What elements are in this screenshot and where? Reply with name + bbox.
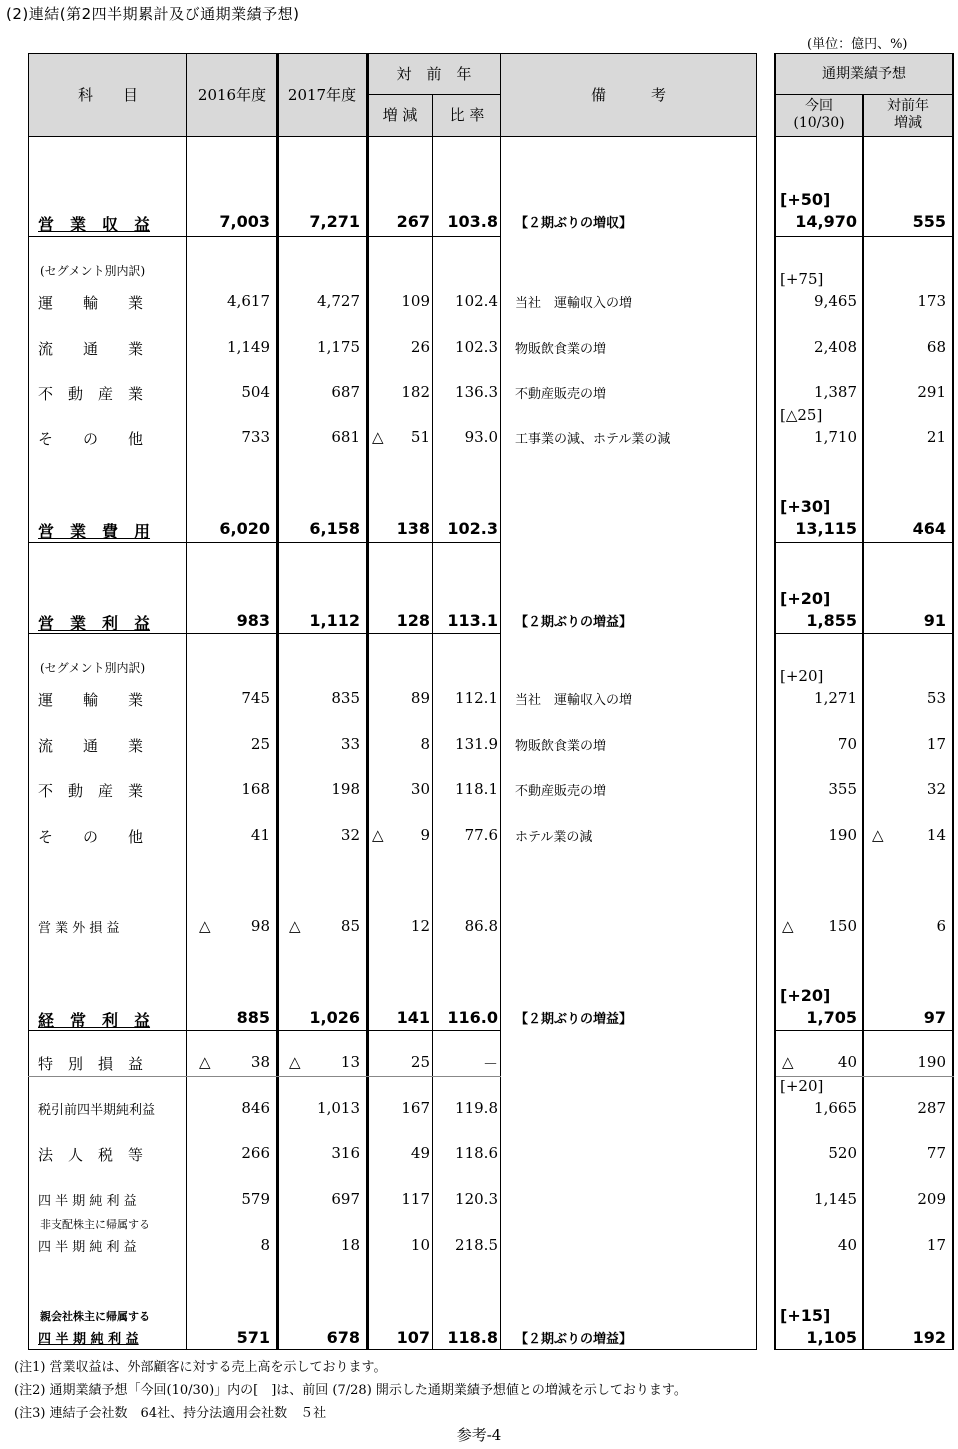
remark-text: 【２期ぶりの増益】 — [515, 1332, 633, 1347]
forecast-yoy-value: 291 — [917, 383, 946, 401]
forecast-yoy-value: 192 — [912, 1328, 946, 1347]
change-value: 25 — [410, 1053, 430, 1071]
row-label: 流 通 業 — [38, 737, 144, 755]
remark-text: 物販飲食業の増 — [515, 342, 607, 357]
fy2016-value: 8 — [260, 1236, 270, 1254]
forecast-yoy-value: 68 — [926, 338, 946, 356]
header-current-date: (10/30) — [793, 115, 845, 131]
forecast-current-value: 1,387 — [814, 383, 857, 401]
change-value: 89 — [410, 689, 430, 707]
row-label: そ の 他 — [38, 430, 144, 448]
forecast-current-value: 190 — [828, 826, 857, 844]
change-value: 51 — [410, 428, 430, 446]
change-value: 8 — [420, 735, 430, 753]
ratio-value: 118.6 — [455, 1144, 498, 1162]
remark-text: 【２期ぶりの増収】 — [515, 216, 633, 231]
row-label: 不 動 産 業 — [38, 782, 144, 800]
fy2017-value: 697 — [331, 1190, 360, 1208]
note-1: (注1) 営業収益は、外部顧客に対する売上高を示しております。 — [14, 1360, 387, 1375]
row-label: 特 別 損 益 — [38, 1055, 144, 1073]
forecast-yoy-value: 6 — [936, 917, 946, 935]
header-yoy-change-2: 増減 — [894, 115, 922, 131]
fy2016-value: 41 — [250, 826, 270, 844]
ratio-value: 136.3 — [455, 383, 498, 401]
change-value: 30 — [410, 780, 430, 798]
fy2016-value: 1,149 — [227, 338, 270, 356]
row-label: 四 半 期 純 利 益 — [38, 1240, 137, 1255]
header-current-label: 今回 — [805, 98, 833, 114]
header-forecast: 通期業績予想 — [822, 65, 906, 82]
fy2017-value: 1,026 — [309, 1008, 360, 1027]
header-ratio: 比 率 — [449, 105, 485, 124]
triangle-icon: △ — [289, 917, 301, 935]
ratio-value: 77.6 — [464, 826, 498, 844]
forecast-yoy-value: 173 — [917, 292, 946, 310]
fy2016-value: 983 — [236, 611, 270, 630]
change-value: 182 — [401, 383, 430, 401]
ratio-value: 103.8 — [447, 212, 498, 231]
fy2016-value: 745 — [241, 689, 270, 707]
triangle-icon: △ — [199, 917, 211, 935]
ratio-value: 102.3 — [447, 519, 498, 538]
forecast-current-value: 520 — [828, 1144, 857, 1162]
fy2017-value: 32 — [340, 826, 360, 844]
ratio-value: 102.4 — [455, 292, 498, 310]
row-label-prefix: 親会社株主に帰属する — [40, 1310, 150, 1323]
change-value: 117 — [401, 1190, 430, 1208]
row-label: 運 輸 業 — [38, 294, 144, 312]
header-yoy: 対 前 年 — [396, 64, 472, 83]
fy2016-value: 504 — [241, 383, 270, 401]
fy2017-value: 6,158 — [309, 519, 360, 538]
bracket-value: [+30] — [780, 497, 831, 516]
row-label: 営 業 外 損 益 — [38, 921, 120, 936]
forecast-current-value: 1,665 — [814, 1099, 857, 1117]
forecast-current-value: 40 — [837, 1236, 857, 1254]
remark-text: 物販飲食業の増 — [515, 739, 607, 754]
change-value: 49 — [410, 1144, 430, 1162]
fy2017-value: 13 — [340, 1053, 360, 1071]
change-value: 128 — [396, 611, 430, 630]
forecast-yoy-value: 21 — [926, 428, 946, 446]
triangle-icon: △ — [782, 1053, 794, 1071]
forecast-yoy-value: 464 — [912, 519, 946, 538]
row-label: そ の 他 — [38, 828, 144, 846]
header-change: 増 減 — [382, 105, 418, 124]
triangle-icon: △ — [782, 917, 794, 935]
remark-text: 【２期ぶりの増益】 — [515, 615, 633, 630]
ratio-value: 102.3 — [455, 338, 498, 356]
remark-text: 不動産販売の増 — [515, 784, 607, 799]
header-item: 科 目 — [77, 85, 138, 104]
change-value: 109 — [401, 292, 430, 310]
triangle-icon: △ — [289, 1053, 301, 1071]
fy2016-value: 25 — [250, 735, 270, 753]
row-label: 営 業 収 益 — [38, 215, 151, 234]
bracket-value: [+15] — [780, 1306, 831, 1325]
fy2017-value: 1,013 — [317, 1099, 360, 1117]
ratio-value: 218.5 — [455, 1236, 498, 1254]
row-label: 経 常 利 益 — [38, 1011, 151, 1030]
forecast-current-value: 2,408 — [814, 338, 857, 356]
forecast-current-value: 1,105 — [806, 1328, 857, 1347]
fy2016-value: 4,617 — [227, 292, 270, 310]
row-label: 四 半 期 純 利 益 — [38, 1194, 137, 1209]
fy2016-value: 733 — [241, 428, 270, 446]
fy2017-value: 316 — [331, 1144, 360, 1162]
bracket-value: [+20] — [780, 986, 831, 1005]
note-3: (注3) 連結子会社数 64社、持分法適用会社数 ５社 — [14, 1406, 327, 1421]
fy2016-value: 98 — [250, 917, 270, 935]
fy2017-value: 687 — [331, 383, 360, 401]
fy2016-value: 579 — [241, 1190, 270, 1208]
ratio-value: 119.8 — [455, 1099, 498, 1117]
fy2017-value: 835 — [331, 689, 360, 707]
row-label-prefix: (セグメント別内訳) — [40, 264, 146, 278]
forecast-current-value: 1,705 — [806, 1008, 857, 1027]
fy2016-value: 846 — [241, 1099, 270, 1117]
unit-label: (単位：億円、%) — [807, 37, 908, 52]
forecast-yoy-value: 77 — [926, 1144, 946, 1162]
forecast-current-value: 1,855 — [806, 611, 857, 630]
ratio-value: 116.0 — [447, 1008, 498, 1027]
ratio-value: － — [482, 1055, 498, 1073]
forecast-yoy-value: 287 — [917, 1099, 946, 1117]
fy2017-value: 681 — [331, 428, 360, 446]
row-label: 流 通 業 — [38, 340, 144, 358]
bracket-value: [△25] — [780, 406, 823, 424]
bracket-value: [+50] — [780, 190, 831, 209]
forecast-yoy-value: 97 — [923, 1008, 946, 1027]
forecast-current-value: 150 — [828, 917, 857, 935]
forecast-yoy-value: 209 — [917, 1190, 946, 1208]
ratio-value: 120.3 — [455, 1190, 498, 1208]
forecast-yoy-value: 53 — [926, 689, 946, 707]
forecast-yoy-value: 17 — [926, 735, 946, 753]
fy2017-value: 1,112 — [309, 611, 360, 630]
forecast-current-value: 14,970 — [795, 212, 857, 231]
remark-text: 【２期ぶりの増益】 — [515, 1012, 633, 1027]
change-value: 9 — [420, 826, 430, 844]
change-value: 26 — [410, 338, 430, 356]
remark-text: 不動産販売の増 — [515, 387, 607, 402]
header-current — [775, 94, 863, 136]
forecast-current-value: 70 — [837, 735, 857, 753]
bracket-value: [+20] — [780, 589, 831, 608]
forecast-current-value: 9,465 — [814, 292, 857, 310]
triangle-icon: △ — [199, 1053, 211, 1071]
change-value: 167 — [401, 1099, 430, 1117]
forecast-yoy-value: 17 — [926, 1236, 946, 1254]
fy2016-value: 7,003 — [219, 212, 270, 231]
fy2017-value: 7,271 — [309, 212, 360, 231]
ratio-value: 113.1 — [447, 611, 498, 630]
ratio-value: 131.9 — [455, 735, 498, 753]
note-2: (注2) 通期業績予想「今回(10/30)」内の[ ]は、前回 (7/28) 開示した通期業績予想値との増減を示しております。 — [14, 1383, 687, 1398]
change-value: 12 — [410, 917, 430, 935]
forecast-current-value: 40 — [837, 1053, 857, 1071]
row-label: 営 業 費 用 — [38, 522, 151, 541]
row-label: 不 動 産 業 — [38, 385, 144, 403]
bracket-value: [+20] — [780, 667, 824, 685]
forecast-current-value: 355 — [828, 780, 857, 798]
fy2017-value: 198 — [331, 780, 360, 798]
ratio-value: 112.1 — [455, 689, 498, 707]
header-yoy-change — [863, 94, 953, 136]
fy2017-value: 85 — [340, 917, 360, 935]
fy2017-value: 18 — [340, 1236, 360, 1254]
row-label: 法 人 税 等 — [38, 1146, 144, 1164]
triangle-icon: △ — [372, 826, 384, 844]
remark-text: 当社 運輸収入の増 — [515, 296, 633, 311]
forecast-yoy-value: 91 — [923, 611, 946, 630]
header-fy2016: 2016年度 — [197, 85, 267, 104]
forecast-yoy-value: 190 — [917, 1053, 946, 1071]
page-title: (2)連結(第2四半期累計及び通期業績予想) — [6, 5, 300, 23]
ratio-value: 118.1 — [455, 780, 498, 798]
remark-text: 当社 運輸収入の増 — [515, 693, 633, 708]
ratio-value: 118.8 — [447, 1328, 498, 1347]
header-remarks: 備 考 — [590, 85, 666, 104]
forecast-current-value: 1,710 — [814, 428, 857, 446]
header-fy2017: 2017年度 — [287, 85, 357, 104]
row-label-prefix: 非支配株主に帰属する — [40, 1218, 150, 1231]
page-number: 参考-4 — [456, 1426, 502, 1444]
bracket-value: [+20] — [780, 1077, 824, 1095]
remark-text: ホテル業の減 — [515, 830, 593, 845]
forecast-yoy-value: 555 — [912, 212, 946, 231]
forecast-yoy-value: 32 — [926, 780, 946, 798]
bracket-value: [+75] — [780, 270, 824, 288]
change-value: 141 — [396, 1008, 430, 1027]
row-label: 運 輸 業 — [38, 691, 144, 709]
fy2017-value: 33 — [340, 735, 360, 753]
row-label: 税引前四半期純利益 — [38, 1103, 156, 1118]
forecast-current-value: 1,271 — [814, 689, 857, 707]
fy2016-value: 885 — [236, 1008, 270, 1027]
fy2016-value: 38 — [250, 1053, 270, 1071]
change-value: 107 — [396, 1328, 430, 1347]
ratio-value: 93.0 — [464, 428, 498, 446]
fy2016-value: 6,020 — [219, 519, 270, 538]
header-yoy-change-1: 対前年 — [887, 98, 929, 114]
row-label: 四 半 期 純 利 益 — [38, 1332, 139, 1347]
change-value: 138 — [396, 519, 430, 538]
remark-text: 工事業の減、ホテル業の減 — [515, 432, 671, 447]
forecast-yoy-value: 14 — [926, 826, 946, 844]
ratio-value: 86.8 — [464, 917, 498, 935]
triangle-icon: △ — [372, 428, 384, 446]
change-value: 267 — [396, 212, 430, 231]
fy2016-value: 168 — [241, 780, 270, 798]
fy2017-value: 678 — [326, 1328, 360, 1347]
fy2016-value: 571 — [236, 1328, 270, 1347]
fy2017-value: 1,175 — [317, 338, 360, 356]
row-label-prefix: (セグメント別内訳) — [40, 661, 146, 675]
fy2016-value: 266 — [241, 1144, 270, 1162]
change-value: 10 — [410, 1236, 430, 1254]
forecast-current-value: 13,115 — [795, 519, 857, 538]
fy2017-value: 4,727 — [317, 292, 360, 310]
row-label: 営 業 利 益 — [38, 614, 151, 633]
forecast-current-value: 1,145 — [814, 1190, 857, 1208]
triangle-icon: △ — [872, 826, 884, 844]
